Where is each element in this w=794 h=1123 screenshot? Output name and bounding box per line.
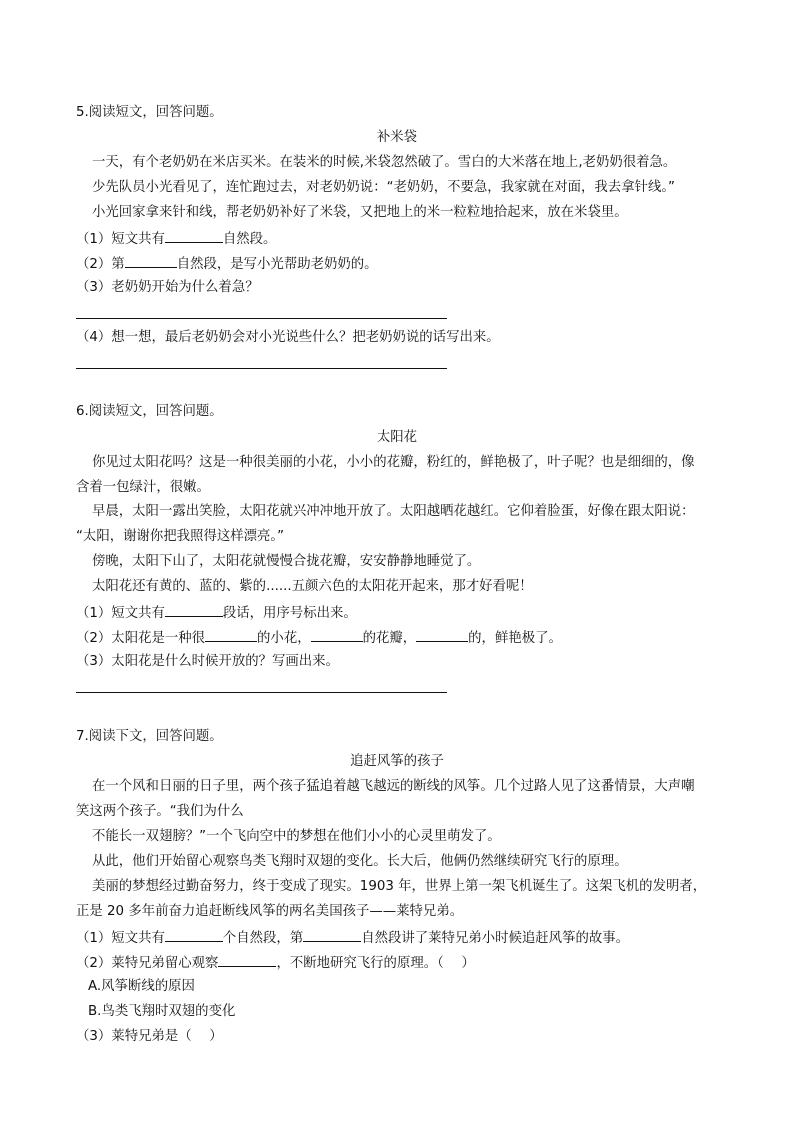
q7-paragraph-2: 不能长一双翅膀？”一个飞向空中的梦想在他们小小的心灵里萌发了。 (92, 829, 501, 844)
q6-q2-blank-2[interactable] (311, 628, 363, 642)
q5-title: 补米袋 (376, 130, 418, 145)
q5-question-4: （4）想一想，最后老奶奶会对小光说些什么？把老奶奶说的话写出来。 (76, 330, 500, 345)
q7-paragraph-3: 从此，他们开始留心观察鸟类飞翔时双翅的变化。长大后，他俩仍然继续研究飞行的原理。 (92, 854, 628, 869)
q5-paragraph-2: 少先队员小光看见了，连忙跑过去，对老奶奶说：“老奶奶，不要急，我家就在对面，我去拿针线。” (92, 180, 675, 195)
q6-q2-blank-1[interactable] (205, 628, 257, 642)
q7-q2-text-b: ，不断地研究飞行的原理。（ ） (276, 956, 475, 971)
q5-heading: 5.阅读短文，回答问题。 (76, 105, 223, 120)
q7-q2-text-a: （2）莱特兄弟留心观察 (76, 956, 219, 971)
q7-option-a[interactable]: A.风筝断线的原因 (88, 979, 195, 994)
q7-q1-blank-1[interactable] (165, 928, 223, 942)
q6-q1-text-b: 段话，用序号标出来。 (222, 606, 357, 621)
q5-q1-blank[interactable] (165, 229, 223, 243)
q6-paragraph-3: 傍晚，太阳下山了，太阳花就慢慢合拢花瓣，安安静静地睡觉了。 (92, 554, 481, 569)
q6-question-3: （3）太阳花是什么时候开放的？写画出来。 (76, 654, 339, 669)
q6-heading: 6.阅读短文，回答问题。 (76, 404, 223, 419)
q5-q4-answer-line[interactable] (76, 368, 447, 369)
q7-paragraph-1-line-2: 笑这两个孩子。“我们为什么 (76, 804, 244, 819)
q6-question-2 (76, 628, 562, 648)
q6-q1-text-a: （1）短文共有 (76, 606, 165, 621)
q5-q2-text-b: 自然段，是写小光帮助老奶奶的。 (176, 257, 378, 272)
q6-question-1 (76, 603, 357, 623)
q7-q1-text-a: （1）短文共有 (76, 931, 165, 946)
q7-paragraph-4-line-1: 美丽的梦想经过勤奋努力，终于变成了现实。1903 年，世界上第一架飞机诞生了。这架飞机的发明者， (92, 879, 707, 894)
q6-paragraph-2-line-1: 早晨，太阳一露出笑脸，太阳花就兴冲冲地开放了。太阳越晒花越红。它仰着脸蛋，好像在跟太阳说： (92, 504, 695, 519)
q5-question-3: （3）老奶奶开始为什么着急？ (76, 280, 259, 295)
q6-q2-text-c: 的花瓣， (362, 631, 417, 646)
q7-question-2 (76, 953, 475, 973)
q7-title: 追赶风筝的孩子 (350, 754, 444, 769)
q7-q1-text-c: 自然段讲了莱特兄弟小时候追赶风筝的故事。 (361, 931, 630, 946)
q7-option-b[interactable]: B.鸟类飞翔时双翅的变化 (88, 1004, 236, 1019)
q5-question-1 (76, 229, 276, 249)
q5-q2-blank[interactable] (125, 254, 177, 268)
q6-title: 太阳花 (376, 430, 418, 445)
q6-paragraph-2-line-2: “太阳，谢谢你把我照得这样漂亮。” (76, 529, 285, 544)
q6-paragraph-4: 太阳花还有黄的、蓝的、紫的......五颜六色的太阳花开起来，那才好看呢！ (92, 579, 533, 594)
q5-q3-answer-line[interactable] (76, 318, 447, 319)
q5-q2-text-a: （2）第 (76, 257, 125, 272)
q7-question-1 (76, 928, 629, 948)
q7-paragraph-1-line-1: 在一个风和日丽的日子里，两个孩子猛追着越飞越远的断线的风筝。几个过路人见了这番情景，大声嘲 (92, 779, 695, 794)
q6-q2-text-b: 的小花， (257, 631, 311, 646)
q7-q1-text-b: 个自然段，第 (222, 931, 304, 946)
q6-q2-text-a: （2）太阳花是一种很 (76, 631, 206, 646)
q6-paragraph-1-line-1: 你见过太阳花吗？这是一种很美丽的小花，小小的花瓣，粉红的，鲜艳极了，叶子呢？也是细细的，像 (92, 455, 695, 470)
q5-paragraph-1: 一天，有个老奶奶在米店买米。在装米的时候,米袋忽然破了。雪白的大米落在地上,老奶奶很着急。 (92, 155, 677, 170)
q5-q1-text-a: （1）短文共有 (76, 232, 165, 247)
q6-paragraph-1-line-2: 含着一包绿汁，很嫩。 (76, 480, 210, 495)
q7-heading: 7.阅读下文，回答问题。 (76, 729, 223, 744)
q5-q1-text-b: 自然段。 (222, 232, 277, 247)
q5-question-2 (76, 254, 378, 274)
q6-q2-blank-3[interactable] (416, 628, 468, 642)
q7-q1-blank-2[interactable] (303, 928, 361, 942)
q7-paragraph-4-line-2: 正是 20 多年前奋力追赶断线风筝的两名美国孩子——莱特兄弟。 (76, 904, 464, 919)
q6-q1-blank[interactable] (165, 603, 223, 617)
q6-q2-text-d: 的，鲜艳极了。 (468, 631, 562, 646)
q7-question-3: （3）莱特兄弟是（ ） (76, 1029, 223, 1044)
q7-q2-blank[interactable] (218, 953, 276, 967)
q6-q3-answer-line[interactable] (76, 692, 447, 693)
q5-paragraph-3: 小光回家拿来针和线，帮老奶奶补好了米袋，又把地上的米一粒粒地拾起来，放在米袋里。 (92, 205, 628, 220)
